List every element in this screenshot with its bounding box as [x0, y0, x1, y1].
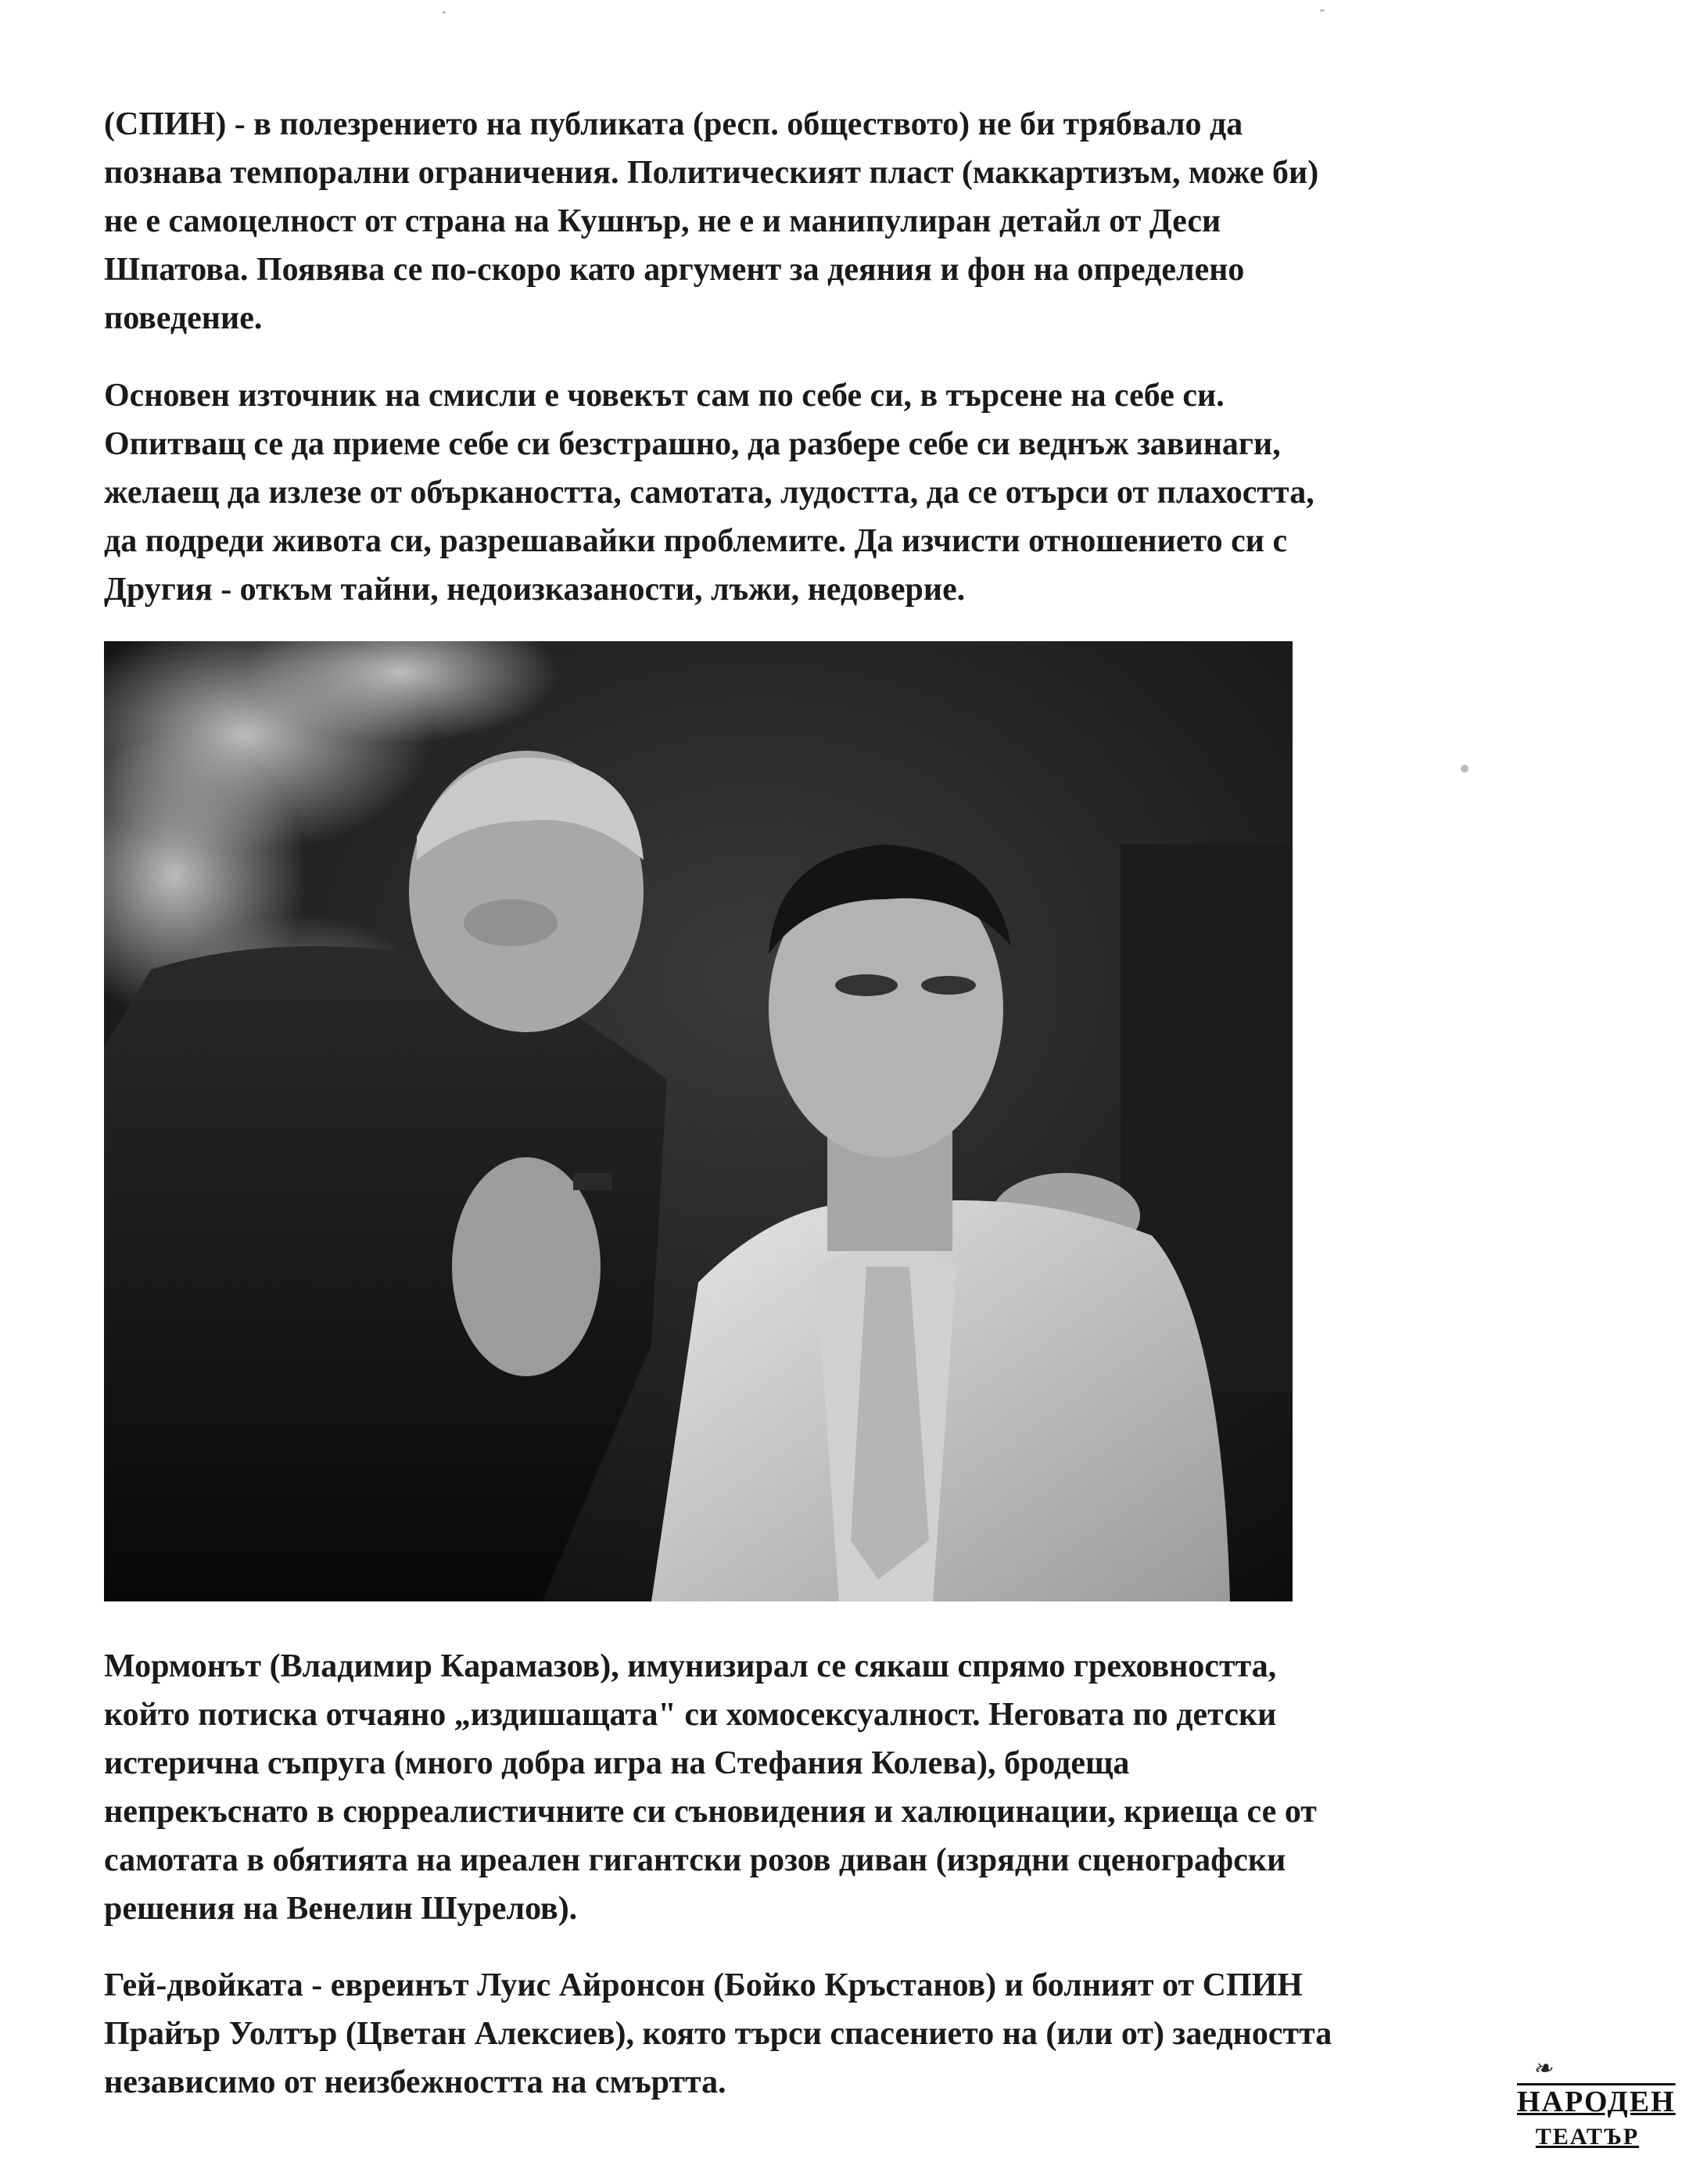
text-line: истерична съпруга (много добра игра на Стефания Колева), бродеща — [104, 1745, 1130, 1781]
national-theatre-logo — [1517, 2055, 1676, 2164]
text-line: Мормонът (Владимир Карамазов), имунизирал се сякаш спрямо греховността, — [104, 1648, 1277, 1684]
text-line: Прайър Уолтър (Цветан Алексиев), която търси спасението на (или от) заедността — [104, 2016, 1332, 2052]
stage-photo — [104, 641, 1293, 1601]
text-line: (СПИН) - в полезрението на публиката (респ. обществото) не би трябвало да — [104, 106, 1243, 142]
text-line: Шпатова. Появява се по-скоро като аргумент за деяния и фон на определено — [104, 252, 1245, 288]
logo-line-2: ТЕАТЪР — [1535, 2124, 1640, 2150]
text-line: който потиска отчаяно „издишащата" си хомосексуалност. Неговата по детски — [104, 1697, 1277, 1733]
logo-line-1: НАРОДЕН — [1517, 2085, 1676, 2118]
scan-speck — [1461, 765, 1468, 773]
text-line: решения на Венелин Шурелов). — [104, 1891, 578, 1927]
paragraph-gay-couple — [104, 1961, 1605, 2107]
stage-photo-illustration — [104, 641, 1293, 1601]
text-line: Опитващ се да приеме себе си безстрашно, да разбере себе си веднъж завинаги, — [104, 426, 1281, 462]
text-line: Гей-двойката - евреинът Луис Айронсон (Бойко Кръстанов) и болният от СПИН — [104, 1967, 1303, 2003]
text-line: желаещ да излезе от объркаността, самотата, лудостта, да се отърси от плахостта, — [104, 475, 1314, 511]
text-line: познава темпорални ограничения. Политическият пласт (маккартизъм, може би) — [104, 155, 1319, 191]
text-line: поведение. — [104, 300, 263, 336]
text-line: не е самоцелност от страна на Кушнър, не е и манипулиран детайл от Деси — [104, 203, 1221, 239]
paragraph-politics — [104, 100, 1605, 342]
text-line: независимо от неизбежността на смъртта. — [104, 2064, 726, 2100]
paragraph-mormon — [104, 1642, 1605, 1933]
text-line: самотата в обятията на иреален гигантски розов диван (изрядни сценографски — [104, 1842, 1286, 1878]
logo-signature: ❧ — [1533, 2055, 1553, 2082]
text-line: да подреди живота си, разрешавайки проблемите. Да изчисти отношението си с — [104, 523, 1288, 559]
text-line: Основен източник на смисли е човекът сам по себе си, в търсене на себе си. — [104, 378, 1225, 414]
scan-speck — [1320, 9, 1325, 12]
text-line: Другия - откъм тайни, недоизказаности, лъжи, недоверие. — [104, 572, 966, 608]
text-line: непрекъснато в сюрреалистичните си съновидения и халюцинации, криеща се от — [104, 1794, 1317, 1830]
paragraph-human-search — [104, 371, 1605, 614]
scan-speck — [443, 11, 446, 14]
